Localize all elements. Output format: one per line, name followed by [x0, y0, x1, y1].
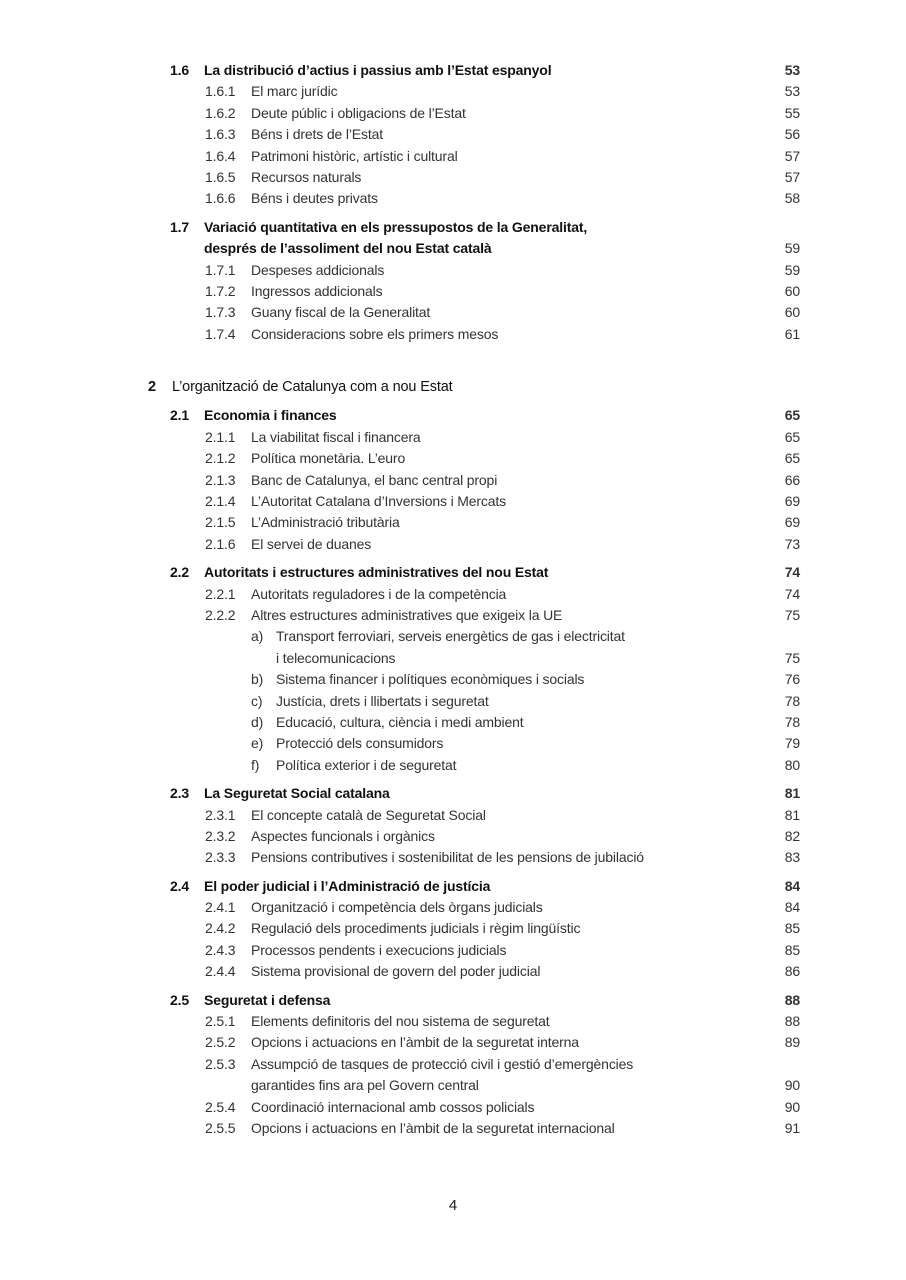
toc-entry-sub [0, 961, 906, 982]
toc-entry-sub [0, 302, 906, 323]
entry-page: 60 [784, 304, 800, 321]
entry-title: Autoritats i estructures administratives del nou Estat [204, 564, 549, 581]
entry-page: 76 [784, 671, 800, 688]
entry-title: Coordinació internacional amb cossos policials [251, 1098, 535, 1115]
entry-title: Pensions contributives i sostenibilitat de les pensions de jubilació [251, 849, 644, 866]
entry-title: Deute públic i obligacions de l’Estat [251, 104, 466, 121]
entry-page: 61 [784, 325, 800, 342]
entry-number: 1.6.2 [205, 104, 236, 121]
entry-number: 1.6 [170, 62, 190, 78]
entry-title: Política monetària. L’euro [251, 450, 406, 467]
entry-number: 1.6.1 [205, 83, 236, 100]
entry-title: La viabilitat fiscal i financera [251, 428, 421, 445]
entry-title: La Seguretat Social catalana [204, 785, 390, 802]
toc-entry-sub [0, 1011, 906, 1032]
entry-page: 78 [784, 692, 800, 709]
entry-page: 83 [784, 849, 800, 866]
entry-number: 2 [148, 379, 156, 396]
entry-page: 65 [784, 428, 800, 445]
entry-title: Aspectes funcionals i orgànics [251, 827, 435, 844]
entry-title: Altres estructures administratives que exigeix la UE [251, 606, 563, 623]
entry-number: 2.3 [170, 785, 190, 802]
toc-entry-sub [0, 427, 906, 448]
entry-title: La distribució d’actius i passius amb l’Estat espanyol [204, 62, 552, 78]
toc-entry-sub [0, 534, 906, 555]
entry-page: 91 [784, 1119, 800, 1136]
toc-entry-sub [0, 826, 906, 847]
entry-page: 88 [784, 1013, 800, 1030]
entry-page: 85 [784, 920, 800, 937]
entry-page: 84 [784, 877, 800, 894]
toc-entry-sub [0, 918, 906, 939]
toc-entry-sec [0, 562, 906, 583]
entry-page: 84 [784, 899, 800, 916]
entry-number: 1.6.6 [205, 190, 236, 207]
toc-entry-item [0, 755, 906, 776]
toc-entry-sec [0, 217, 906, 238]
entry-page: 69 [784, 514, 800, 531]
entry-title: Consideracions sobre els primers mesos [251, 325, 499, 342]
entry-title: Transport ferroviari, serveis energètics de gas i electricitat [276, 628, 625, 645]
entry-number: 2.5.4 [205, 1098, 236, 1115]
entry-title: Patrimoni històric, artístic i cultural [251, 147, 458, 164]
toc-entry-sub [0, 470, 906, 491]
entry-page: 73 [784, 535, 800, 552]
entry-title: Opcions i actuacions en l’àmbit de la seguretat interna [251, 1034, 579, 1051]
entry-page: 86 [784, 963, 800, 980]
toc-entry-sub [0, 491, 906, 512]
entry-title: Variació quantitativa en els pressupostos de la Generalitat, [204, 218, 588, 235]
entry-number: 2.4.1 [205, 899, 236, 916]
entry-number: 2.5 [170, 991, 190, 1008]
entry-number: 1.7.2 [205, 282, 236, 299]
entry-number: b) [251, 671, 264, 688]
toc-entry-sub [0, 805, 906, 826]
entry-page: 78 [784, 713, 800, 730]
entry-title: L’Autoritat Catalana d’Inversions i Mercats [251, 493, 507, 510]
entry-number: 1.7.1 [205, 261, 236, 278]
entry-title: Seguretat i defensa [204, 991, 331, 1008]
toc-entry-sec [0, 990, 906, 1011]
toc-entry-sub [0, 260, 906, 281]
entry-page: 75 [784, 606, 800, 623]
entry-title: Recursos naturals [251, 168, 362, 185]
entry-title: El poder judicial i l’Administració de justícia [204, 877, 491, 894]
entry-page: 90 [784, 1098, 800, 1115]
entry-title: Despeses addicionals [251, 261, 385, 278]
toc-entry-cont [0, 238, 906, 259]
entry-title: Banc de Catalunya, el banc central propi [251, 471, 498, 488]
toc-entry-sub [0, 605, 906, 626]
entry-page: 58 [784, 190, 800, 207]
toc-entry-itemcont [0, 648, 906, 669]
entry-number: 2.5.3 [205, 1055, 236, 1072]
entry-number: 2.4.3 [205, 941, 236, 958]
toc-entry-sub [0, 167, 906, 188]
toc-entry-sec [0, 405, 906, 426]
table-of-contents [0, 60, 906, 1139]
entry-page: 81 [784, 806, 800, 823]
toc-entry-item [0, 626, 906, 647]
entry-page: 60 [784, 282, 800, 299]
entry-page: 65 [784, 450, 800, 467]
toc-entry-sub [0, 847, 906, 868]
entry-number: 2.4.2 [205, 920, 236, 937]
entry-number: 1.6.4 [205, 147, 236, 164]
entry-number: 2.1.1 [205, 428, 236, 445]
entry-number: 2.2 [170, 564, 190, 581]
toc-entry-sec [0, 783, 906, 804]
entry-page: 65 [784, 407, 800, 424]
entry-number: 1.6.5 [205, 168, 236, 185]
entry-page: 80 [784, 756, 800, 773]
entry-number: 2.2.2 [205, 606, 236, 623]
entry-number: 2.1.3 [205, 471, 236, 488]
toc-entry-sub [0, 1054, 906, 1075]
toc-entry-sub [0, 103, 906, 124]
entry-number: 2.1.2 [205, 450, 236, 467]
entry-title: i telecomunicacions [276, 649, 396, 666]
entry-title: El servei de duanes [251, 535, 372, 552]
entry-title: Regulació dels procediments judicials i règim lingüístic [251, 920, 581, 937]
toc-entry-sub [0, 146, 906, 167]
toc-entry-sub [0, 1032, 906, 1053]
toc-entry-item [0, 733, 906, 754]
toc-entry-sub [0, 897, 906, 918]
entry-title: Guany fiscal de la Generalitat [251, 304, 431, 321]
entry-number: 1.7.3 [205, 304, 236, 321]
entry-page: 59 [784, 261, 800, 278]
entry-number: 2.1.4 [205, 493, 236, 510]
entry-number: 2.5.5 [205, 1119, 236, 1136]
toc-entry-sub [0, 584, 906, 605]
entry-page: 55 [784, 104, 800, 121]
entry-number: 2.3.1 [205, 806, 236, 823]
entry-page: 74 [784, 585, 800, 602]
toc-entry-sub [0, 188, 906, 209]
entry-number: c) [251, 692, 263, 709]
toc-entry-sub [0, 124, 906, 145]
entry-page: 66 [784, 471, 800, 488]
toc-entry-item [0, 691, 906, 712]
toc-entry-sec [0, 60, 906, 81]
toc-entry-item [0, 669, 906, 690]
entry-page: 79 [784, 735, 800, 752]
entry-page: 53 [784, 62, 800, 78]
toc-entry-sub [0, 324, 906, 345]
toc-entry-sub [0, 512, 906, 533]
entry-number: 2.5.2 [205, 1034, 236, 1051]
entry-title: Política exterior i de seguretat [276, 756, 457, 773]
entry-page: 89 [784, 1034, 800, 1051]
toc-entry-sub [0, 940, 906, 961]
entry-number: f) [251, 756, 260, 773]
entry-page: 69 [784, 493, 800, 510]
entry-title: Processos pendents i execucions judicials [251, 941, 507, 958]
entry-title: Autoritats reguladores i de la competència [251, 585, 507, 602]
entry-title: L’Administració tributària [251, 514, 400, 531]
entry-number: 1.7.4 [205, 325, 236, 342]
toc-entry-sec [0, 876, 906, 897]
entry-page: 85 [784, 941, 800, 958]
entry-page: 88 [784, 991, 800, 1008]
entry-number: 2.5.1 [205, 1013, 236, 1030]
page-number: 4 [448, 1197, 458, 1214]
entry-title: El marc jurídic [251, 83, 338, 100]
entry-number: 2.1.5 [205, 514, 236, 531]
entry-title: Elements definitoris del nou sistema de seguretat [251, 1013, 550, 1030]
entry-title: El concepte català de Seguretat Social [251, 806, 486, 823]
entry-page: 90 [784, 1077, 800, 1094]
toc-entry-sub [0, 448, 906, 469]
entry-number: e) [251, 735, 264, 752]
entry-number: 2.4 [170, 877, 190, 894]
entry-title: Assumpció de tasques de protecció civil i gestió d’emergències [251, 1055, 634, 1072]
entry-page: 75 [784, 649, 800, 666]
entry-page: 56 [784, 126, 800, 143]
toc-entry-sub [0, 81, 906, 102]
entry-number: 2.3.3 [205, 849, 236, 866]
entry-title: Educació, cultura, ciència i medi ambient [276, 713, 524, 730]
entry-title: Opcions i actuacions en l’àmbit de la seguretat internacional [251, 1119, 615, 1136]
entry-number: 2.4.4 [205, 963, 236, 980]
entry-page: 57 [784, 168, 800, 185]
entry-title: després de l’assoliment del nou Estat català [204, 240, 492, 257]
entry-page: 74 [784, 564, 800, 581]
entry-title: L’organització de Catalunya com a nou Estat [172, 379, 453, 396]
entry-number: 2.3.2 [205, 827, 236, 844]
entry-number: a) [251, 628, 264, 645]
entry-page: 59 [784, 240, 800, 257]
entry-page: 57 [784, 147, 800, 164]
toc-entry-sub [0, 1097, 906, 1118]
entry-number: 2.1.6 [205, 535, 236, 552]
entry-number: 1.7 [170, 218, 190, 235]
entry-title: Sistema financer i polítiques econòmiques i socials [276, 671, 585, 688]
entry-title: Béns i deutes privats [251, 190, 378, 207]
entry-title: garantides fins ara pel Govern central [251, 1077, 479, 1094]
entry-title: Sistema provisional de govern del poder judicial [251, 963, 541, 980]
entry-title: Economia i finances [204, 407, 337, 424]
entry-title: Protecció dels consumidors [276, 735, 444, 752]
entry-page: 53 [784, 83, 800, 100]
entry-number: 2.2.1 [205, 585, 236, 602]
entry-number: d) [251, 713, 264, 730]
toc-entry-subcont [0, 1075, 906, 1096]
entry-page: 82 [784, 827, 800, 844]
entry-title: Béns i drets de l’Estat [251, 126, 383, 143]
entry-title: Organització i competència dels òrgans judicials [251, 899, 543, 916]
entry-title: Justícia, drets i llibertats i seguretat [276, 692, 489, 709]
toc-entry-sub [0, 1118, 906, 1139]
entry-page: 81 [784, 785, 800, 802]
entry-number: 2.1 [170, 407, 190, 424]
entry-title: Ingressos addicionals [251, 282, 383, 299]
toc-entry-chap [0, 377, 906, 398]
toc-entry-sub [0, 281, 906, 302]
entry-number: 1.6.3 [205, 126, 236, 143]
toc-entry-item [0, 712, 906, 733]
